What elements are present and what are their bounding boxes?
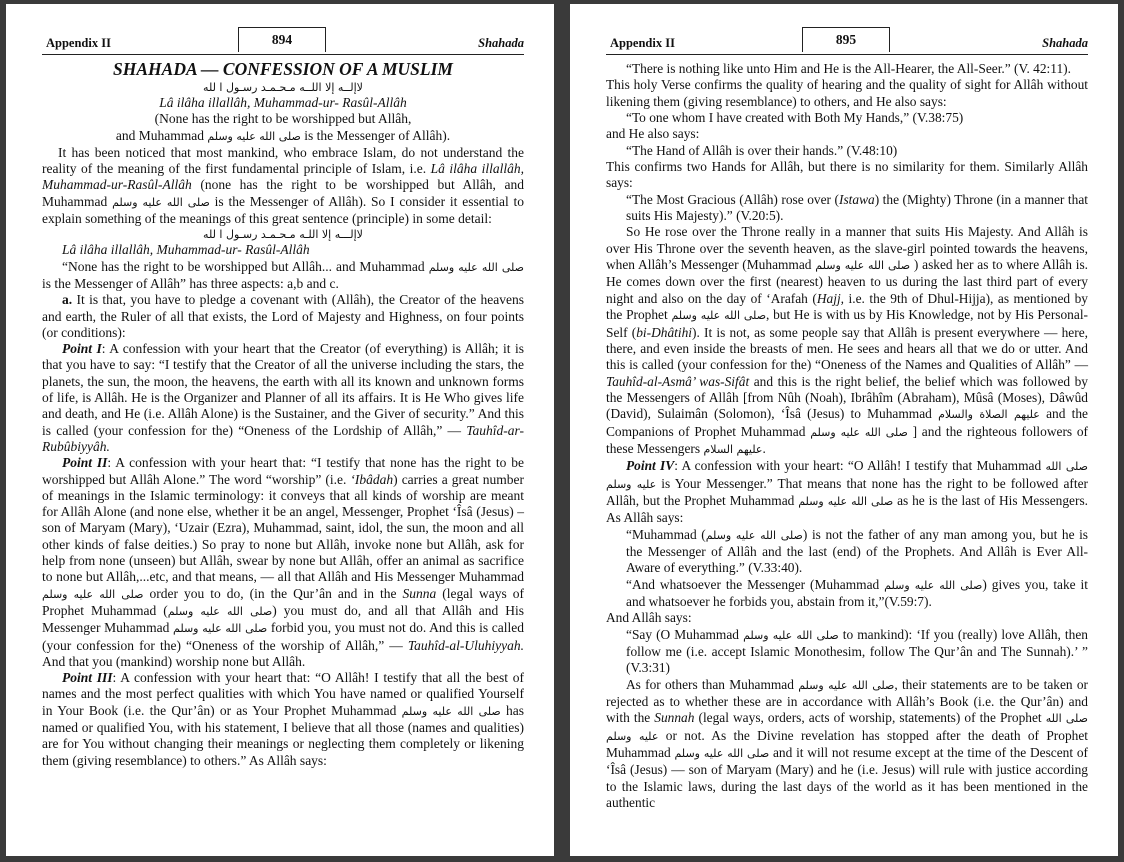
page-header [42, 26, 524, 55]
paragraph: and He also says: [606, 126, 700, 142]
quran-quote: “There is nothing like unto Him and He is the All-Hearer, the All-Seer.” (V. 42:11). [626, 61, 1071, 76]
paragraph: Point IV: A confession with your heart: “O Allâh! I testify that Muhammad صلى الله عليه وسلم is Your Messenger.” That means that none has the right to be followed after Allâh, but the Prophet Muhammad صلى الله عليه وسلم as he is the last of His Messengers. As Allâh says: [606, 458, 1089, 526]
pbuh-glyph: صلى الله عليه وسلم [810, 425, 908, 439]
paragraph: As for others than Muhammad صلى الله عليه وسلم, their statements are to be taken or rejected as to whether these are in accordance with Allâh’s Book (i.e. the Qur’ân) and with the Sunnah (legal ways, orders, acts of worship, statements) of the Prophet صلى الله عليه وسلم or not. As the Divine revelation has stopped after the death of Prophet Muhammad صلى الله عليه وسلم and it will not resume except at the time of the Descent of ‘Îsâ (Jesus) — son of Maryam (Mary) and he (i.e. Jesus) will rule with justice according to the Islamic laws, during the last days of the world as it has been mentioned in the authentic [606, 676, 1089, 811]
right-page [570, 4, 1118, 856]
arabic-creed: لاإلـــه إلا اللـه مـحـمـد رسـول ا لله [203, 228, 363, 242]
paragraph: a. It is that, you have to pledge a covenant with (Allâh), the Creator of the heavens and earth, the Ruler of all that exists, the Lord of Majesty and Highness, on four points (or conditions): [42, 292, 525, 340]
pbuh-glyph: صلى الله عليه وسلم [606, 460, 1088, 491]
paragraph: This confirms two Hands for Allâh, but there is no similarity for them. Similarly Allâh says: [606, 159, 1088, 191]
pbuh-glyph: صلى الله عليه وسلم [401, 704, 501, 718]
header-chapter-title: Shahada [1042, 36, 1088, 50]
paragraph: So He rose over the Throne really in a manner that suits His Majesty. And Allâh is over His Throne over the seventh heaven, as the slave-girl pointed towards the heavens, when Allâh’s Messenger (Muhammad صلى الله عليه وسلم ) asked her as to where Allâh is. He comes down over the first (nearest) heaven to us during the last third part of every night and also on the day of ‘Arafah (Hajj, i.e. the 9th of Dhul-Hijja), as mentioned by the Prophet صلى الله عليه وسلم, but He is with us by His Knowledge, not by His Personal-Self (bi-Dhâtihi). It is not, as some people say that Allâh is present everywhere — here, there, and even inside the breasts of men. He sees and hears all that we do or utter. And this is called (your confession for the) “Oneness of the Names and Qualities of Allâh” — Tauhîd-al-Asmâ’ was-Sifât and this is the right belief, the belief which was followed by the Messengers of Allâh [from Nûh (Noah), Ibrâhîm (Abraham), Mûsâ (Moses), Dâwûd (David), Sulaimân (Solomon), ‘Îsâ (Jesus) to Muhammad عليهم الصلاة والسلام and the Companions of Prophet Muhammad صلى الله عليه وسلم ] and the righteous followers of these Messengers عليهم السلام. [606, 224, 1089, 456]
pbuh-glyph: صلى الله عليه وسلم [207, 129, 301, 143]
paragraph: This holy Verse confirms the quality of hearing and the quality of sight for Allâh without likening them (giving resemblance) to others, and He also says: [606, 77, 1088, 109]
page-title: SHAHADA — CONFESSION OF A MUSLIM [113, 59, 453, 79]
pbuh-glyph: صلى الله عليه وسلم [798, 678, 895, 692]
pbuh-glyph: صلى الله عليه وسلم [674, 747, 770, 761]
pbuh-glyph: صلى الله عليه وسلم [743, 628, 839, 642]
header-chapter-title: Shahada [478, 36, 524, 50]
pbuh-glyph: صلى الله عليه وسلم [798, 494, 894, 508]
page-number: 894 [238, 27, 326, 52]
quran-quote: “The Hand of Allâh is over their hands.” (V.48:10) [626, 142, 898, 158]
transliteration: Lâ ilâha illallâh, Muhammad-ur- Rasûl-Allâh [159, 95, 407, 110]
transliteration: Lâ ilâha illallâh, Muhammad-ur- Rasûl-Allâh [62, 242, 310, 258]
pbuh-glyph: صلى الله عليه وسلم [815, 259, 911, 273]
left-page [6, 4, 554, 856]
header-section-title: Appendix II [46, 36, 111, 50]
header-section-title: Appendix II [610, 36, 675, 50]
meaning-line: and Muhammad صلى الله عليه وسلم is the Messenger of Allâh). [115, 127, 451, 143]
pbuh-glyph: صلى الله عليه وسلم [173, 622, 268, 636]
quran-quote: “Muhammad (صلى الله عليه وسلم) is not the father of any man among you, but he is the Messenger of Allâh and the last (end) of the Prophets. And Allâh is Ever All-Aware of everything.” (V.33:40). [626, 526, 1089, 576]
quran-quote: “Say (O Muhammad صلى الله عليه وسلم to mankind): ‘If you (really) love Allâh, then follow me (i.e. accept Islamic Monothesim, follow The Qur’ân and The Sunnah).’ ” (V.3:31) [626, 626, 1088, 676]
pbuh-glyph: صلى الله عليه وسلم [671, 309, 767, 323]
page-number: 895 [802, 27, 890, 52]
paragraph: It has been noticed that most mankind, who embrace Islam, do not understand the reality of the meaning of the first fundamental principle of Islam, i.e. Lâ ilâha illallâh, Muhammad-ur-Rasûl-Allâh (none has the right to be worshipped but Allâh, and Muhammad صلى الله عليه وسلم is the Messenger of Allâh). So I consider it essential to explain something of the meanings of this great sentence (principle) in some detail: [42, 144, 525, 227]
meaning-line: (None has the right to be worshipped but Allâh, [154, 111, 412, 127]
salam-glyph: عليهم السلام [703, 442, 763, 456]
quran-quote: “To one whom I have created with Both My Hands,” (V.38:75) [626, 110, 964, 126]
pbuh-glyph: صلى الله عليه وسلم [606, 712, 1088, 743]
page-body [606, 61, 1088, 811]
page-body [42, 59, 524, 769]
paragraph: Point III: A confession with your heart that: “O Allâh! I testify that all the best of names and the most perfect qualities with which You have named or qualified Yourself in Your Book (i.e. the Qur’ân) or as Your Prophet Muhammad صلى الله عليه وسلم has named or qualified You, with his statement, I believe that all those (names and qualities) are for You without changing their meanings or neglecting them completely or likening them (giving resemblance) to others.” As Allâh says: [42, 670, 525, 768]
arabic-creed: لاإلــه إلا اللــه مـحـمـد رسـول ا لله [203, 81, 363, 94]
paragraph: And Allâh says: [606, 610, 692, 626]
quran-quote: “And whatsoever the Messenger (Muhammad صلى الله عليه وسلم) gives you, take it and whatsoever he forbids you, abstain from it,”(V.59:7). [626, 576, 1088, 609]
pbuh-glyph: صلى الله عليه وسلم [884, 578, 983, 592]
pbuh-glyph: صلى الله عليه وسلم [167, 604, 273, 618]
page-header [606, 26, 1088, 55]
paragraph: “None has the right to be worshipped but Allâh... and Muhammad صلى الله عليه وسلم is the Messenger of Allâh” has three aspects: a,b and c. [42, 258, 525, 291]
paragraph: Point I: A confession with your heart that the Creator (of everything) is Allâh; it is that you have to say: “I testify that the Creator of all the universe including the stars, the planets, the sun, the moon, the heavens, the earth with all its known and unknown forms of life, is Allâh. He is the Organizer and Planner of all its affairs. It is He Who gives life and death, and He (i.e. Allâh Alone) is the Sustainer, and the Giver of security.” And this is called (your confession for the) “Oneness of the Lordship of Allâh,” — Tauhîd-ar-Rubûbiyyâh. [42, 341, 524, 454]
pbuh-glyph: صلى الله عليه وسلم [428, 260, 525, 274]
salam-glyph: عليهم الصلاة والسلام [938, 408, 1040, 422]
quran-quote: “The Most Gracious (Allâh) rose over (Istawa) the (Mighty) Throne (in a manner that suits His Majesty).” (V.20:5). [626, 191, 1088, 224]
paragraph: Point II: A confession with your heart that: “I testify that none has the right to be worshipped but Allâh Alone.” The word “worship” (i.e. ‘Ibâdah) carries a great number of meanings in the Islamic terminology: it conveys that all kinds of worship are meant for Allâh Alone (and none else, whether it be an angel, Messenger, Prophet ‘Îsâ (Jesus) – son of Maryam (Mary), ‘Uzair (Ezra), Muhammad, saint, idol, the sun, the moon and all other kinds of false deities.) So pray to none but Allâh, invoke none but Allâh, ask for help from none (unseen) but Allâh, swear by none but Allâh, offer an animal as sacrifice to none but Allâh,...etc, and that means, — all that Allâh and His Messenger Muhammad صلى الله عليه وسلم order you to do, (in the Qur’ân and in the Sunna (legal ways of Prophet Muhammad (صلى الله عليه وسلم) you must do, and all that Allâh and His Messenger Muhammad صلى الله عليه وسلم forbid you, you must not do. And this is called (your confession for the) “Oneness of the worship of Allâh,” — Tauhîd-al-Uluhiyyah. And that you (mankind) worship none but Allâh. [42, 455, 525, 669]
pbuh-glyph: صلى الله عليه وسلم [705, 528, 803, 542]
pbuh-glyph: صلى الله عليه وسلم [112, 195, 210, 209]
pbuh-glyph: صلى الله عليه وسلم [42, 587, 144, 601]
